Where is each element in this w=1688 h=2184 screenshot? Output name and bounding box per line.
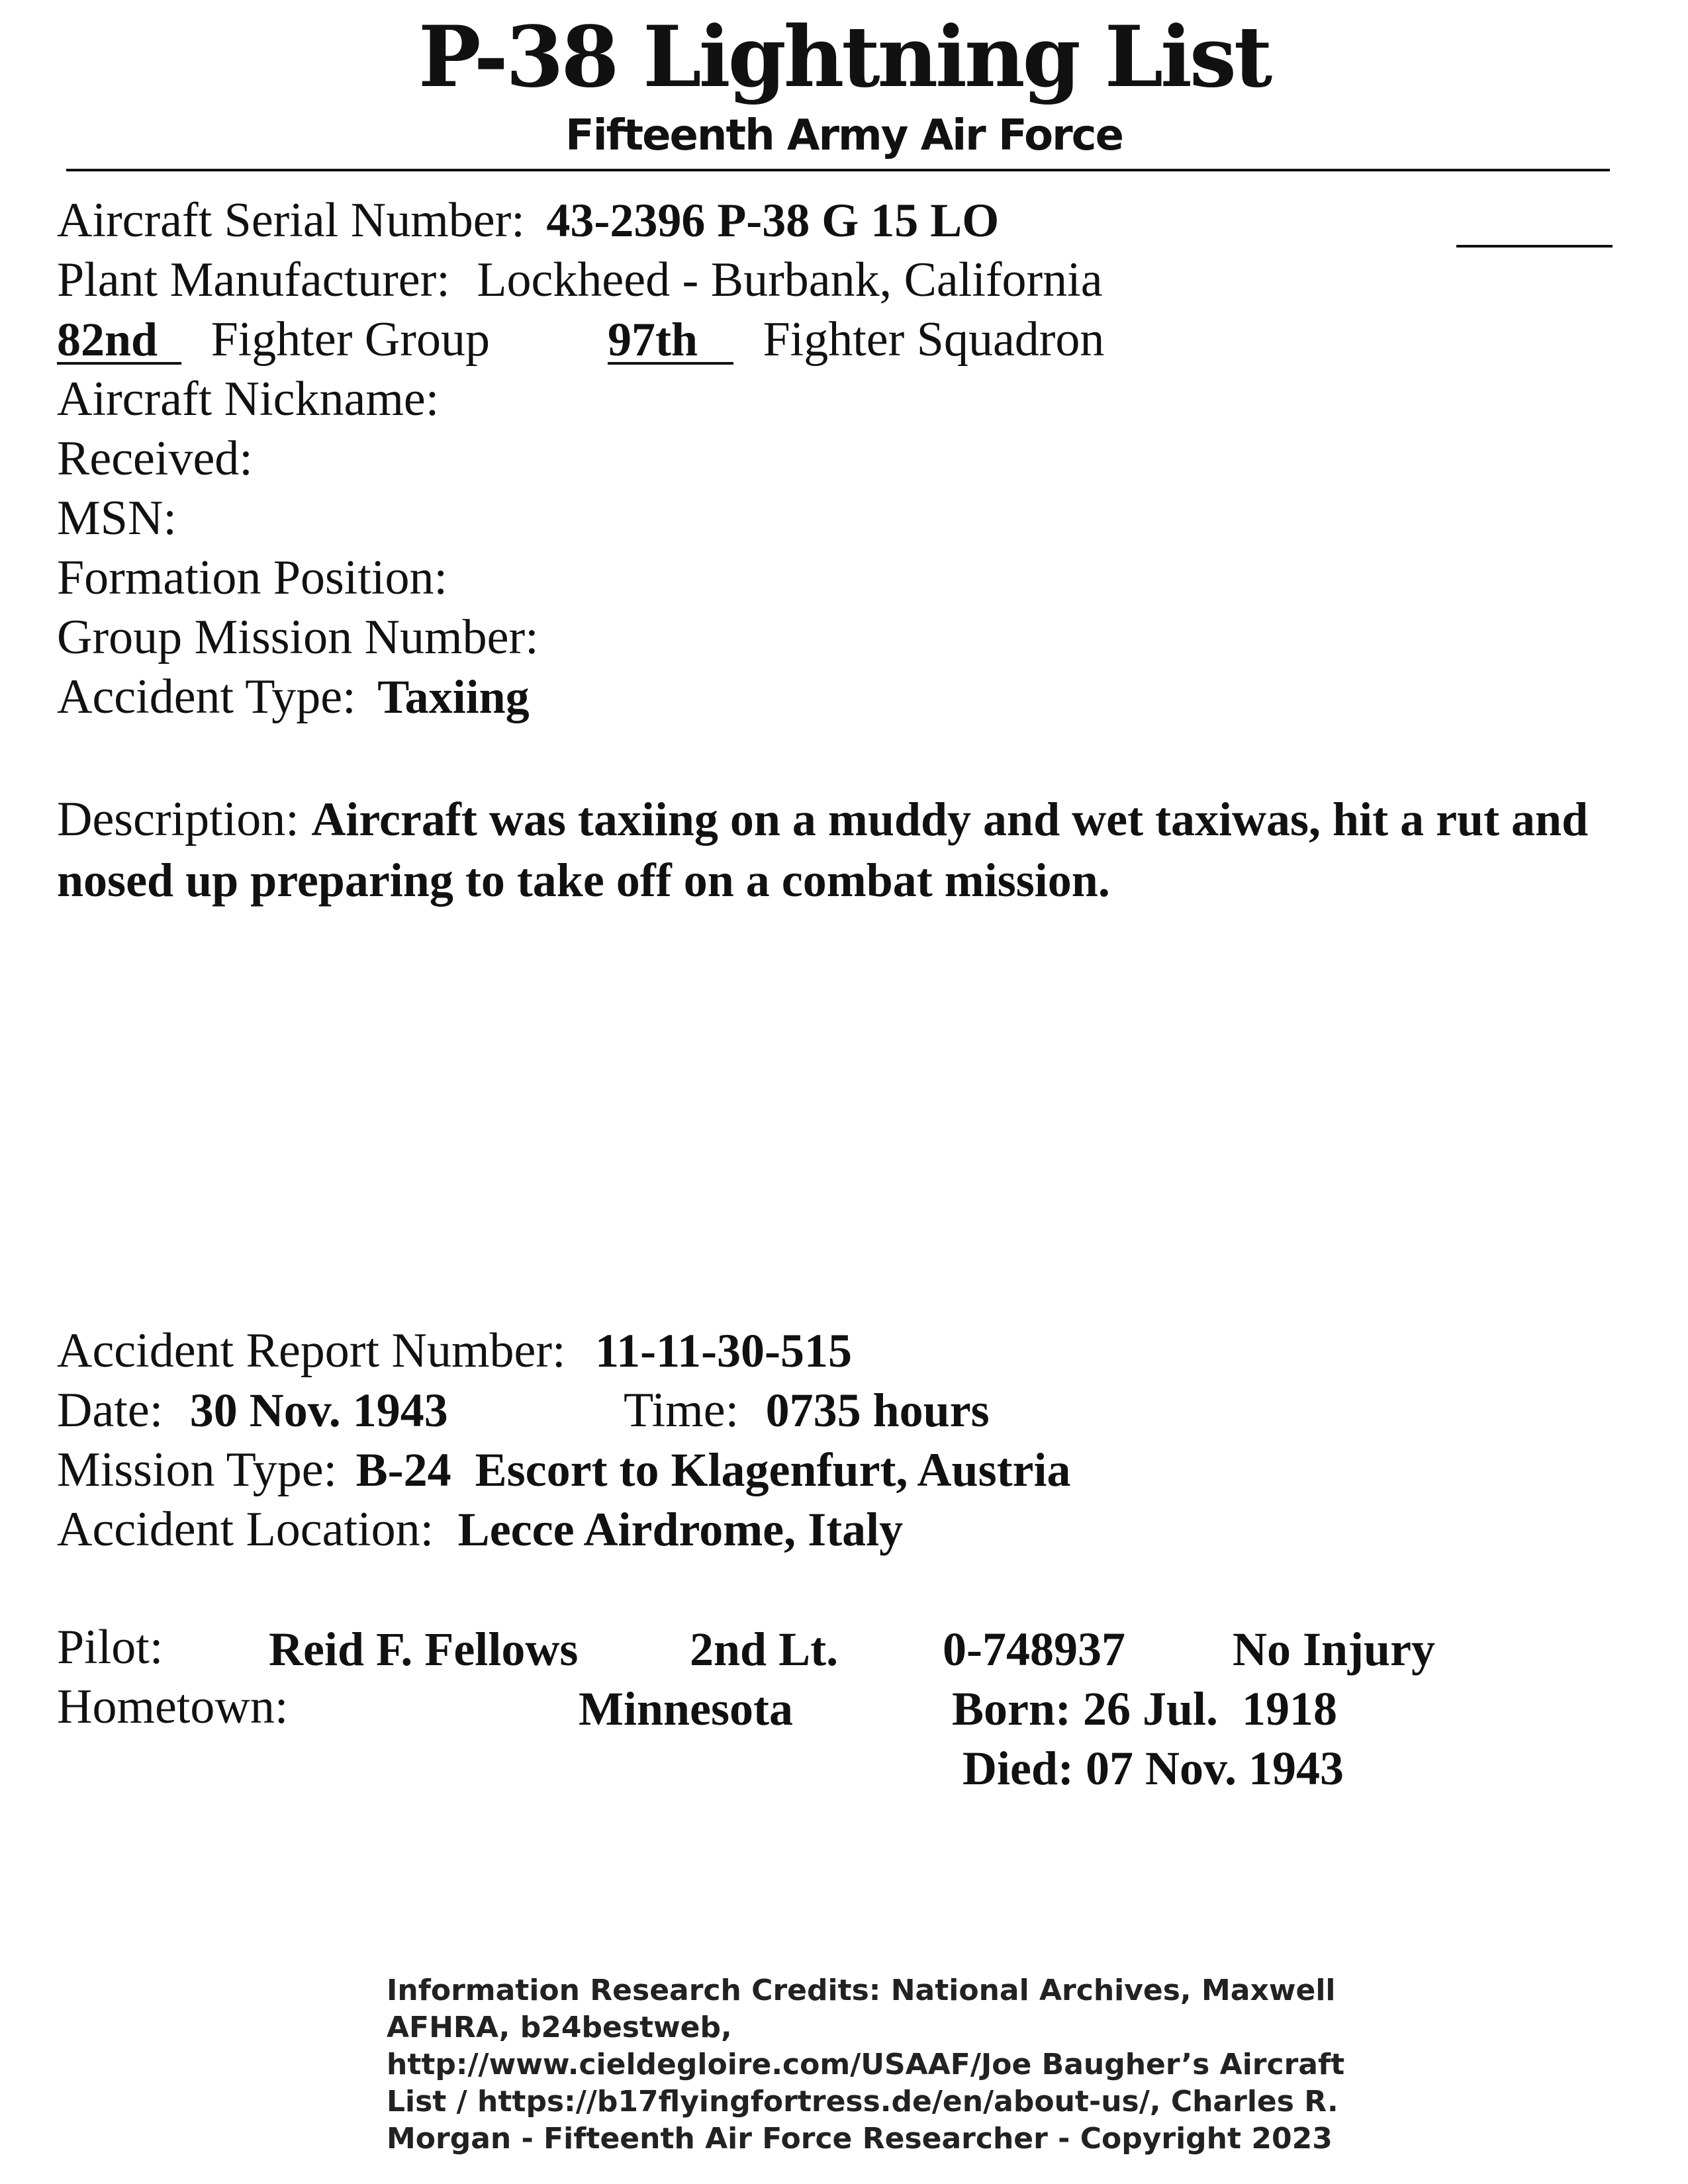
squadron-row	[608, 312, 1105, 367]
time-label: Time:	[624, 1383, 739, 1437]
fighter-group-label: Fighter Group	[211, 312, 490, 367]
formation-position-label: Formation Position:	[57, 551, 448, 605]
report-number-row	[57, 1324, 853, 1378]
born-date: Born: 26 Jul. 1918	[952, 1682, 1338, 1735]
died-date: Died: 07 Nov. 1943	[962, 1742, 1344, 1795]
accident-location-value: Lecce Airdrome, Italy	[457, 1503, 904, 1556]
received-label: Received:	[57, 432, 253, 486]
report-number-label: Accident Report Number:	[57, 1324, 566, 1378]
mission-type-row	[57, 1443, 1071, 1497]
time-value: 0735 hours	[765, 1384, 990, 1437]
hometown-value: Minnesota	[579, 1682, 793, 1735]
page-title: P-38 Lightning List	[418, 8, 1270, 106]
serial-blank-line	[1456, 245, 1613, 248]
date-value: 30 Nov. 1943	[189, 1384, 448, 1437]
accident-location-label: Accident Location:	[57, 1502, 434, 1557]
pilot-rank: 2nd Lt.	[690, 1623, 839, 1676]
date-label: Date:	[57, 1383, 164, 1437]
accident-location-row	[57, 1502, 904, 1557]
description-block	[57, 789, 1646, 911]
page-subtitle: Fifteenth Army Air Force	[565, 111, 1123, 160]
date-row	[57, 1383, 448, 1437]
time-row	[624, 1383, 990, 1437]
msn-label: MSN:	[57, 491, 177, 545]
manufacturer-row	[57, 253, 1103, 307]
header-divider	[66, 169, 1610, 171]
pilot-status: No Injury	[1233, 1623, 1436, 1676]
accident-type-row	[57, 670, 530, 724]
accident-type-value: Taxiing	[377, 670, 530, 723]
mission-type-label: Mission Type:	[57, 1443, 338, 1497]
nickname-label: Aircraft Nickname:	[57, 372, 440, 426]
serial-number-row	[57, 193, 1000, 248]
fighter-squadron-label: Fighter Squadron	[763, 312, 1105, 367]
research-credits: Information Research Credits: National Archives, Maxwell AFHRA, b24bestweb, http://www.cieldegloire.com/USAAF/Joe Baugher’s Aircraft List / https://b17flyingfortress.de/en/about-us/, Charles R. Morgan - Fifteenth Air Force Researcher - Copyright 2023	[387, 1974, 1345, 2156]
fighter-squadron-value: 97th	[608, 313, 698, 366]
accident-type-label: Accident Type:	[57, 670, 356, 724]
pilot-serial: 0-748937	[943, 1623, 1125, 1676]
mission-type-value: B-24 Escort to Klagenfurt, Austria	[355, 1443, 1071, 1496]
serial-number-label: Aircraft Serial Number:	[57, 193, 525, 248]
serial-number-value: 43-2396 P-38 G 15 LO	[546, 194, 1000, 247]
fighter-group-value: 82nd	[57, 313, 158, 366]
description-label: Description:	[57, 792, 299, 846]
group-row	[57, 312, 490, 367]
report-number-value: 11-11-30-515	[595, 1324, 853, 1377]
description-text: Aircraft was taxiing on a muddy and wet taxiwas, hit a rut and nosed up preparing to take off on a combat mission.	[57, 793, 1589, 907]
hometown-label: Hometown:	[57, 1680, 289, 1734]
manufacturer-value: Lockheed - Burbank, California	[477, 253, 1103, 307]
pilot-name: Reid F. Fellows	[269, 1623, 579, 1676]
group-mission-number-label: Group Mission Number:	[57, 610, 539, 664]
pilot-label: Pilot:	[57, 1620, 164, 1674]
manufacturer-label: Plant Manufacturer:	[57, 253, 450, 307]
